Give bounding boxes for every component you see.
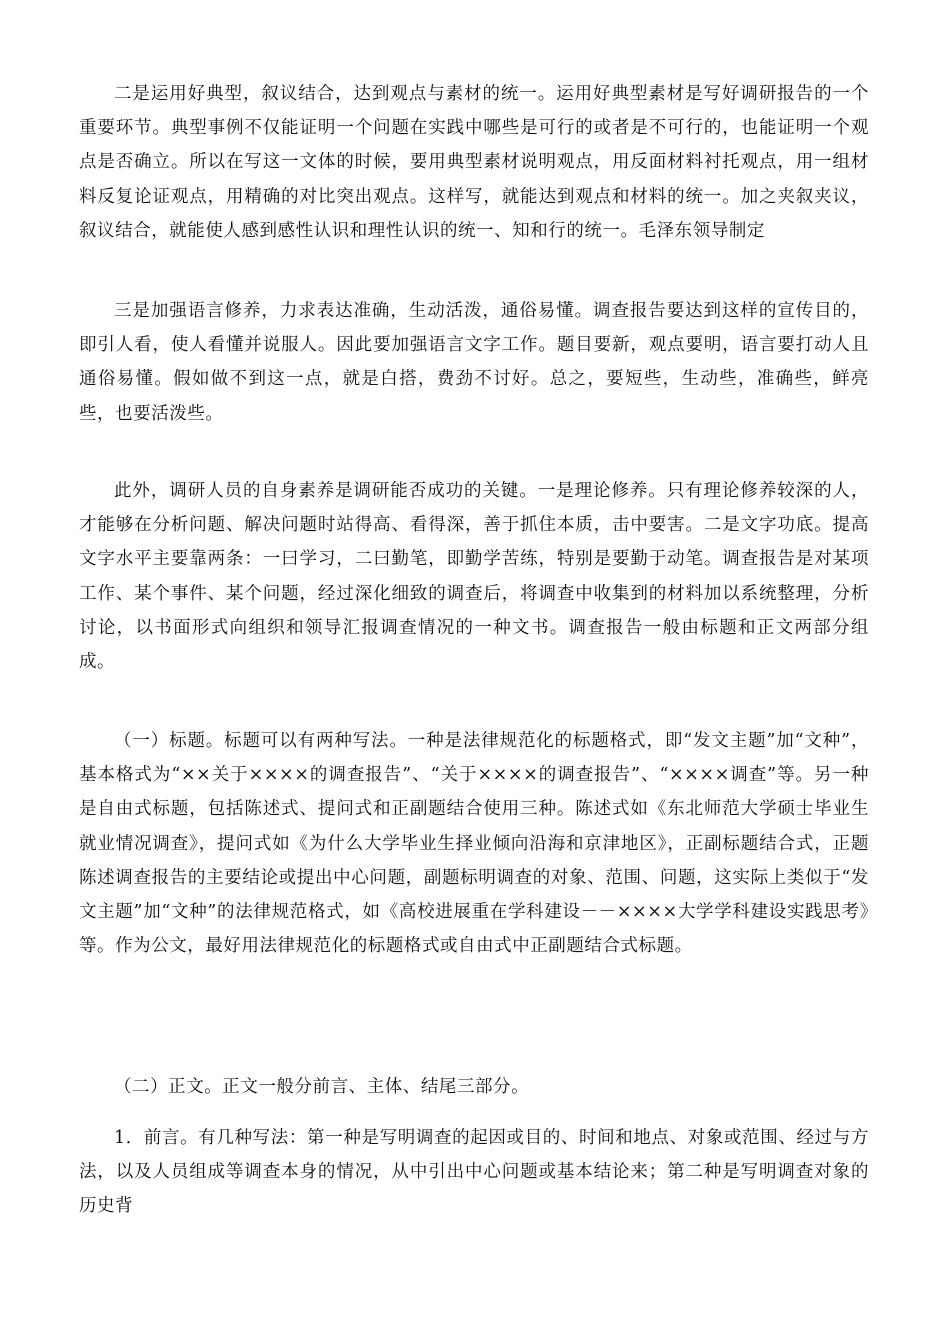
paragraph-title-section: （一）标题。标题可以有两种写法。一种是法律规范化的标题格式，即“发文主题”加“文种”，基本格式为“××关于××××的调查报告”、“关于××××的调查报告”、“××××调查”等。另一种是自由式标题，包括陈述式、提问式和正副题结合使用三种。陈述式如《东北师范大学硕士毕业生就业情况调查》，提问式如《为什么大学毕业生择业倾向沿海和京津地区》，正副标题结合式，正题陈述调查报告的主要结论或提出中心问题，副题标明调查的对象、范围、问题，这实际上类似于“发文主题”加“文种”的法律规范格式，如《高校进展重在学科建设－－××××大学学科建设实践思考》等。作为公文，最好用法律规范化的标题格式或自由式中正副题结合式标题。 — [79, 731, 869, 957]
paragraph-preface: 1．前言。有几种写法：第一种是写明调查的起因或目的、时间和地点、对象或范围、经过与方法，以及人员组成等调查本身的情况，从中引出中心问题或基本结论来；第二种是写明调查对象的历史背 — [79, 1128, 869, 1217]
paragraph-researcher-quality: 此外，调研人员的自身素养是调研能否成功的关键。一是理论修养。只有理论修养较深的人，才能够在分析问题、解决问题时站得高、看得深，善于抓住本质，击中要害。二是文字功底。提高文字水平主要靠两条：一曰学习，二曰勤笔，即勤学苦练，特别是要勤于动笔。调查报告是对某项工作、某个事件、某个问题，经过深化细致的调查后，将调查中收集到的材料加以系统整理，分析讨论，以书面形式向组织和领导汇报调查情况的一种文书。调查报告一般由标题和正文两部分组成。 — [79, 481, 869, 673]
paragraph-body-section: （二）正文。正文一般分前言、主体、结尾三部分。 — [114, 1077, 530, 1097]
paragraph-language-cultivation: 三是加强语言修养，力求表达准确，生动活泼，通俗易懂。调查报告要达到这样的宣传目的，即引人看，使人看懂并说服人。因此要加强语言文字工作。题目要新，观点要明，语言要打动人且通俗易懂。假如做不到这一点，就是白搭，费劲不讨好。总之，要短些，生动些，准确些，鲜亮些，也要活泼些。 — [79, 301, 869, 424]
paragraph-typical-material: 二是运用好典型，叙议结合，达到观点与素材的统一。运用好典型素材是写好调研报告的一个重要环节。典型事例不仅能证明一个问题在实践中哪些是可行的或者是不可行的，也能证明一个观点是否确立。所以在写这一文体的时候，要用典型素材说明观点，用反面材料衬托观点，用一组材料反复论证观点，用精确的对比突出观点。这样写，就能达到观点和材料的统一。加之夹叙夹议，叙议结合，就能使人感到感性认识和理性认识的统一、知和行的统一。毛泽东领导制定 — [79, 84, 869, 241]
